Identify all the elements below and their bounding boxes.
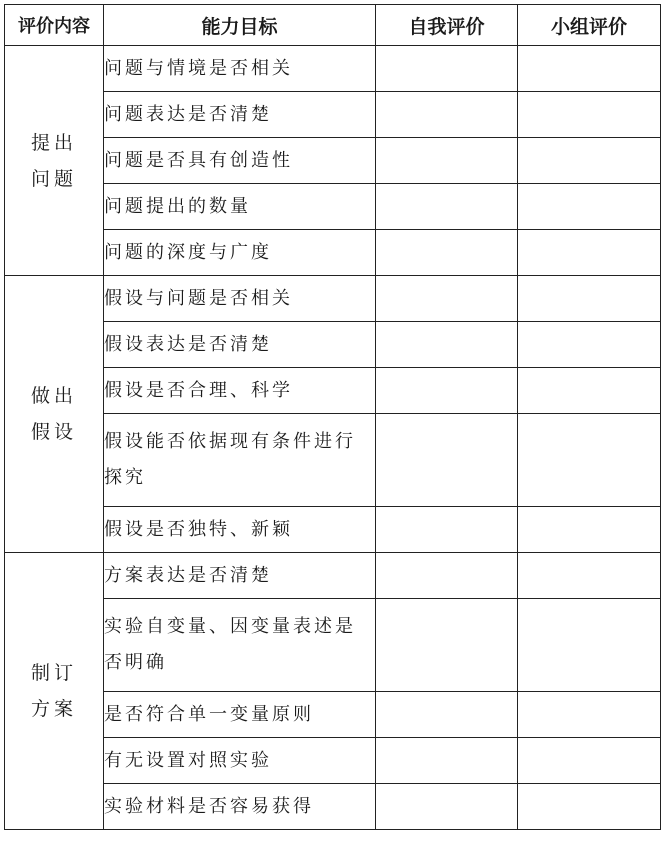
- header-self-evaluation: 自我评价: [376, 5, 518, 46]
- header-group-evaluation: 小组评价: [518, 5, 661, 46]
- self-evaluation-cell[interactable]: [376, 138, 518, 184]
- self-evaluation-cell[interactable]: [376, 599, 518, 692]
- category-line: 问题: [30, 167, 77, 190]
- goal-cell: 问题的深度与广度: [104, 230, 376, 276]
- goal-cell: 实验自变量、因变量表述是否明确: [104, 599, 376, 692]
- table-row: [5, 276, 661, 322]
- table-row: [5, 92, 661, 138]
- goal-cell: 假设与问题是否相关: [104, 276, 376, 322]
- goal-cell: 问题与情境是否相关: [104, 46, 376, 92]
- self-evaluation-cell[interactable]: [376, 184, 518, 230]
- table-row: [5, 138, 661, 184]
- self-evaluation-cell[interactable]: [376, 92, 518, 138]
- group-evaluation-cell[interactable]: [518, 553, 661, 599]
- goal-cell: 假设能否依据现有条件进行探究: [104, 414, 376, 507]
- group-evaluation-cell[interactable]: [518, 184, 661, 230]
- self-evaluation-cell[interactable]: [376, 368, 518, 414]
- self-evaluation-cell[interactable]: [376, 46, 518, 92]
- group-evaluation-cell[interactable]: [518, 414, 661, 507]
- table-row: [5, 738, 661, 784]
- self-evaluation-cell[interactable]: [376, 322, 518, 368]
- table-row: [5, 322, 661, 368]
- goal-cell: 有无设置对照实验: [104, 738, 376, 784]
- category-line: 方案: [30, 698, 77, 720]
- group-evaluation-cell[interactable]: [518, 92, 661, 138]
- group-evaluation-cell[interactable]: [518, 322, 661, 368]
- group-evaluation-cell[interactable]: [518, 692, 661, 738]
- group-evaluation-cell[interactable]: [518, 276, 661, 322]
- self-evaluation-cell[interactable]: [376, 553, 518, 599]
- group-evaluation-cell[interactable]: [518, 784, 661, 830]
- category-line: 做出: [30, 385, 77, 407]
- category-line: 制订: [30, 662, 77, 684]
- goal-cell: 问题是否具有创造性: [104, 138, 376, 184]
- self-evaluation-cell[interactable]: [376, 738, 518, 784]
- category-line: 假设: [30, 421, 77, 443]
- self-evaluation-cell[interactable]: [376, 414, 518, 507]
- category-cell: [5, 46, 104, 276]
- group-evaluation-cell[interactable]: [518, 46, 661, 92]
- header-ability-goal: 能力目标: [104, 5, 376, 46]
- category-cell: [5, 553, 104, 830]
- goal-cell: 是否符合单一变量原则: [104, 692, 376, 738]
- header-evaluation-content: 评价内容: [5, 5, 104, 46]
- goal-cell: 方案表达是否清楚: [104, 553, 376, 599]
- goal-cell: 实验材料是否容易获得: [104, 784, 376, 830]
- group-evaluation-cell[interactable]: [518, 599, 661, 692]
- table-row: [5, 599, 661, 692]
- table-row: [5, 368, 661, 414]
- table-row: [5, 414, 661, 507]
- evaluation-table: [4, 4, 661, 830]
- table-row: [5, 184, 661, 230]
- table-row: [5, 507, 661, 553]
- goal-cell: 假设是否合理、科学: [104, 368, 376, 414]
- group-evaluation-cell[interactable]: [518, 368, 661, 414]
- goal-cell: 假设表达是否清楚: [104, 322, 376, 368]
- table-row: [5, 784, 661, 830]
- self-evaluation-cell[interactable]: [376, 784, 518, 830]
- self-evaluation-cell[interactable]: [376, 230, 518, 276]
- goal-cell: 问题提出的数量: [104, 184, 376, 230]
- group-evaluation-cell[interactable]: [518, 738, 661, 784]
- group-evaluation-cell[interactable]: [518, 507, 661, 553]
- header-row: [5, 5, 661, 46]
- group-evaluation-cell[interactable]: [518, 230, 661, 276]
- table-row: [5, 692, 661, 738]
- self-evaluation-cell[interactable]: [376, 692, 518, 738]
- table-row: [5, 553, 661, 599]
- table-row: [5, 230, 661, 276]
- goal-cell: 假设是否独特、新颖: [104, 507, 376, 553]
- category-cell: [5, 276, 104, 553]
- self-evaluation-cell[interactable]: [376, 276, 518, 322]
- table-row: [5, 46, 661, 92]
- goal-cell: 问题表达是否清楚: [104, 92, 376, 138]
- self-evaluation-cell[interactable]: [376, 507, 518, 553]
- group-evaluation-cell[interactable]: [518, 138, 661, 184]
- category-line: 提出: [30, 131, 77, 154]
